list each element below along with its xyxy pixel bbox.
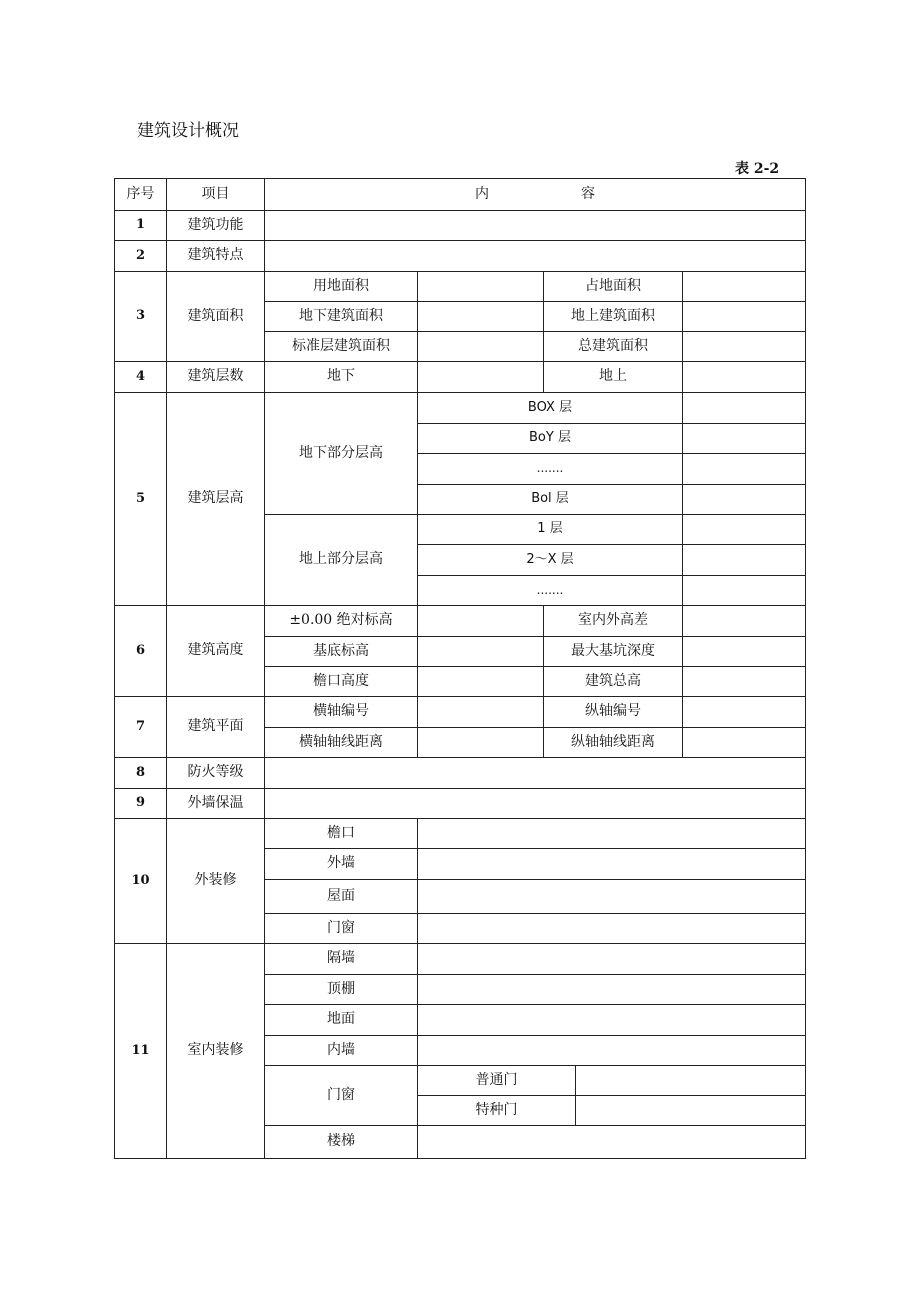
floor-label: 2～X 层 — [418, 545, 683, 576]
field-label: 特种门 — [418, 1096, 576, 1126]
table-row — [115, 362, 806, 393]
row-item: 建筑高度 — [167, 606, 265, 697]
floor-label: BOX 层 — [418, 393, 683, 424]
value-cell — [683, 637, 806, 667]
field-label: 檐口 — [265, 819, 418, 849]
row-number: 1 — [115, 211, 167, 241]
field-label: 顶棚 — [265, 975, 418, 1005]
value-cell — [576, 1096, 806, 1126]
floor-label: Bol 层 — [418, 485, 683, 515]
field-label: 基底标高 — [265, 637, 418, 667]
row-number: 7 — [115, 697, 167, 758]
value-cell — [265, 241, 806, 272]
header-row — [115, 179, 806, 211]
field-label: 横轴轴线距离 — [265, 728, 418, 758]
value-cell — [418, 728, 544, 758]
value-cell — [418, 1005, 806, 1036]
row-number: 2 — [115, 241, 167, 272]
field-label: 地下建筑面积 — [265, 302, 418, 332]
value-cell — [683, 485, 806, 515]
field-label: 最大基坑深度 — [544, 637, 683, 667]
row-item: 建筑功能 — [167, 211, 265, 241]
value-cell — [683, 424, 806, 454]
value-cell — [418, 975, 806, 1005]
building-overview-table — [114, 178, 806, 1159]
field-label: 建筑总高 — [544, 667, 683, 697]
floor-label: ....... — [418, 454, 683, 485]
row-item: 防火等级 — [167, 758, 265, 789]
table-row — [115, 819, 806, 849]
field-label: 横轴编号 — [265, 697, 418, 728]
field-label: 普通门 — [418, 1066, 576, 1096]
field-label: 标准层建筑面积 — [265, 332, 418, 362]
row-number: 3 — [115, 272, 167, 362]
field-label: 门窗 — [265, 1066, 418, 1126]
row-item: 建筑层数 — [167, 362, 265, 393]
field-label: 地面 — [265, 1005, 418, 1036]
field-label: 隔墙 — [265, 944, 418, 975]
value-cell — [683, 667, 806, 697]
header-content: 内 容 — [265, 179, 806, 211]
table-row — [115, 944, 806, 975]
value-cell — [418, 272, 544, 302]
value-cell — [683, 454, 806, 485]
table-row — [115, 758, 806, 789]
page-title: 建筑设计概况 — [137, 121, 239, 141]
header-item: 项目 — [167, 179, 265, 211]
row-item: 建筑层高 — [167, 393, 265, 606]
field-label: 楼梯 — [265, 1126, 418, 1159]
table-row — [115, 393, 806, 424]
row-number: 10 — [115, 819, 167, 944]
field-label: 纵轴轴线距离 — [544, 728, 683, 758]
value-cell — [683, 545, 806, 576]
field-label: 地上部分层高 — [265, 515, 418, 606]
row-number: 11 — [115, 944, 167, 1159]
value-cell — [683, 728, 806, 758]
field-label: 地上建筑面积 — [544, 302, 683, 332]
value-cell — [683, 515, 806, 545]
value-cell — [418, 1126, 806, 1159]
value-cell — [418, 302, 544, 332]
header-seq: 序号 — [115, 179, 167, 211]
table-number: 表 2-2 — [735, 161, 780, 177]
value-cell — [418, 667, 544, 697]
value-cell — [683, 697, 806, 728]
row-item: 建筑面积 — [167, 272, 265, 362]
field-label: 檐口高度 — [265, 667, 418, 697]
field-label: 用地面积 — [265, 272, 418, 302]
value-cell — [265, 758, 806, 789]
value-cell — [683, 576, 806, 606]
field-label: 外墙 — [265, 849, 418, 880]
field-label: 总建筑面积 — [544, 332, 683, 362]
field-label: 地下部分层高 — [265, 393, 418, 515]
row-number: 4 — [115, 362, 167, 393]
value-cell — [683, 272, 806, 302]
value-cell — [418, 849, 806, 880]
row-number: 5 — [115, 393, 167, 606]
field-label: 屋面 — [265, 880, 418, 914]
value-cell — [418, 1036, 806, 1066]
table-row — [115, 606, 806, 637]
value-cell — [576, 1066, 806, 1096]
row-number: 6 — [115, 606, 167, 697]
field-label: 占地面积 — [544, 272, 683, 302]
value-cell — [683, 332, 806, 362]
field-label: 纵轴编号 — [544, 697, 683, 728]
value-cell — [418, 914, 806, 944]
row-item: 外墙保温 — [167, 789, 265, 819]
value-cell — [418, 362, 544, 393]
field-label: 门窗 — [265, 914, 418, 944]
value-cell — [683, 362, 806, 393]
value-cell — [418, 944, 806, 975]
value-cell — [418, 332, 544, 362]
value-cell — [265, 211, 806, 241]
value-cell — [418, 606, 544, 637]
row-number: 8 — [115, 758, 167, 789]
floor-label: 1 层 — [418, 515, 683, 545]
value-cell — [418, 880, 806, 914]
row-item: 室内装修 — [167, 944, 265, 1159]
field-label: 内墙 — [265, 1036, 418, 1066]
table-row — [115, 241, 806, 272]
value-cell — [683, 393, 806, 424]
row-item: 建筑特点 — [167, 241, 265, 272]
table-row — [115, 789, 806, 819]
table-row — [115, 697, 806, 728]
value-cell — [418, 637, 544, 667]
value-cell — [683, 606, 806, 637]
field-label: ±0.00 绝对标高 — [265, 606, 418, 637]
field-label: 室内外高差 — [544, 606, 683, 637]
table-row — [115, 211, 806, 241]
value-cell — [418, 819, 806, 849]
floor-label: ....... — [418, 576, 683, 606]
field-label: 地下 — [265, 362, 418, 393]
value-cell — [265, 789, 806, 819]
table-row — [115, 272, 806, 302]
value-cell — [683, 302, 806, 332]
row-item: 外装修 — [167, 819, 265, 944]
row-number: 9 — [115, 789, 167, 819]
field-label: 地上 — [544, 362, 683, 393]
row-item: 建筑平面 — [167, 697, 265, 758]
floor-label: BoY 层 — [418, 424, 683, 454]
value-cell — [418, 697, 544, 728]
